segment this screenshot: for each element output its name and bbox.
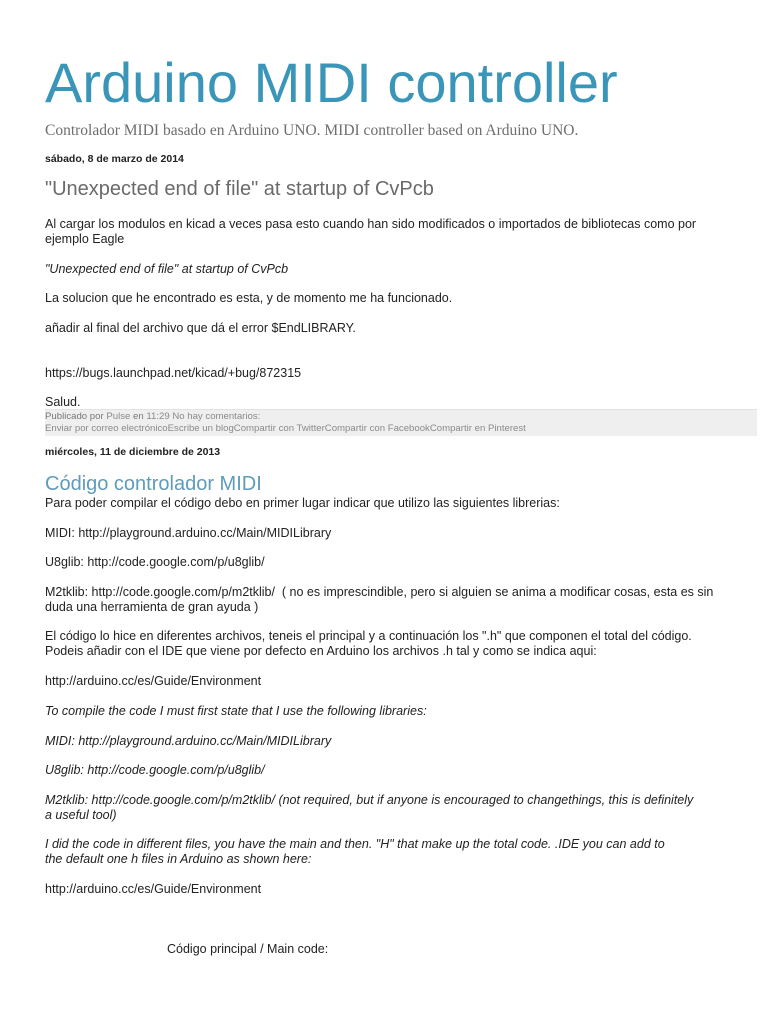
post-paragraph: La solucion que he encontrado es esta, y de momento me ha funcionado. — [45, 291, 453, 305]
post-paragraph-italic: I did the code in different files, you have the main and then. "H" that make up the total code. .IDE you can add to the default one h files in Arduino as shown here: — [45, 837, 665, 866]
share-pinterest-link[interactable]: Compartir en Pinterest — [429, 423, 526, 434]
post-footer-meta — [45, 411, 757, 423]
share-facebook-link[interactable]: Compartir con Facebook — [324, 423, 430, 434]
post-paragraph: Para poder compilar el código debo en primer lugar indicar que utilizo las siguientes librerias: — [45, 496, 560, 510]
post-paragraph: Al cargar los modulos en kicad a veces pasa esto cuando han sido modificados o importados de bibliotecas como por ejemplo Eagle — [45, 217, 697, 246]
post-paragraph: El código lo hice en diferentes archivos, teneis el principal y a continuación los ".h" que componen el total del código. Podeis añadir con el IDE que viene por defecto en Arduino los archivos .h tal y como se indica aqui: — [45, 629, 692, 658]
post-footer — [45, 409, 757, 436]
post-date-header: sábado, 8 de marzo de 2014 — [45, 153, 184, 165]
posted-at-label: en — [133, 411, 144, 422]
post-title[interactable]: "Unexpected end of file" at startup of CvPcb — [45, 178, 434, 200]
author-link[interactable]: Pulse — [106, 411, 131, 422]
blog-title[interactable]: Arduino MIDI controller — [45, 51, 618, 114]
post-url-text: https://bugs.launchpad.net/kicad/+bug/872315 — [45, 366, 302, 380]
posted-by-label: Publicado por — [45, 411, 104, 422]
blog-description: Controlador MIDI basado en Arduino UNO. MIDI controller based on Arduino UNO. — [45, 122, 579, 139]
library-u8glib-text: U8glib: http://code.google.com/p/u8glib/ — [45, 555, 265, 569]
post-paragraph-italic: "Unexpected end of file" at startup of CvPcb — [45, 262, 289, 276]
library-midi-text-italic: MIDI: http://playground.arduino.cc/Main/MIDILibrary — [45, 734, 332, 748]
library-u8glib-text-italic: U8glib: http://code.google.com/p/u8glib/ — [45, 763, 265, 777]
post-paragraph: añadir al final del archivo que dá el error $EndLIBRARY. — [45, 321, 356, 335]
share-links — [45, 423, 757, 435]
code-section-label: Código principal / Main code: — [167, 942, 329, 956]
library-midi-text: MIDI: http://playground.arduino.cc/Main/MIDILibrary — [45, 526, 332, 540]
share-twitter-link[interactable]: Compartir con Twitter — [233, 423, 325, 434]
post-url-text: http://arduino.cc/es/Guide/Environment — [45, 674, 262, 688]
share-blogthis-link[interactable]: Escribe un blog — [167, 423, 234, 434]
post-paragraph-italic: To compile the code I must first state that I use the following libraries: — [45, 704, 427, 718]
post-date-header: miércoles, 11 de diciembre de 2013 — [45, 446, 221, 458]
share-email-link[interactable]: Enviar por correo electrónico — [45, 423, 168, 434]
library-m2tklib-text: M2tklib: http://code.google.com/p/m2tklib/ ( no es imprescindible, pero si alguien se anima a modificar cosas, esta es sin duda una herramienta de gran ayuda ) — [45, 585, 714, 614]
library-m2tklib-text-italic: M2tklib: http://code.google.com/p/m2tklib/ (not required, but if anyone is encouraged to changethings, this is definitely a useful tool) — [45, 793, 694, 822]
comments-link[interactable]: No hay comentarios: — [172, 411, 261, 422]
post-url-text: http://arduino.cc/es/Guide/Environment — [45, 882, 262, 896]
post-time-link[interactable]: 11:29 — [146, 411, 170, 422]
post-signoff: Salud. — [45, 395, 81, 409]
post-title[interactable]: Código controlador MIDI — [45, 473, 262, 495]
